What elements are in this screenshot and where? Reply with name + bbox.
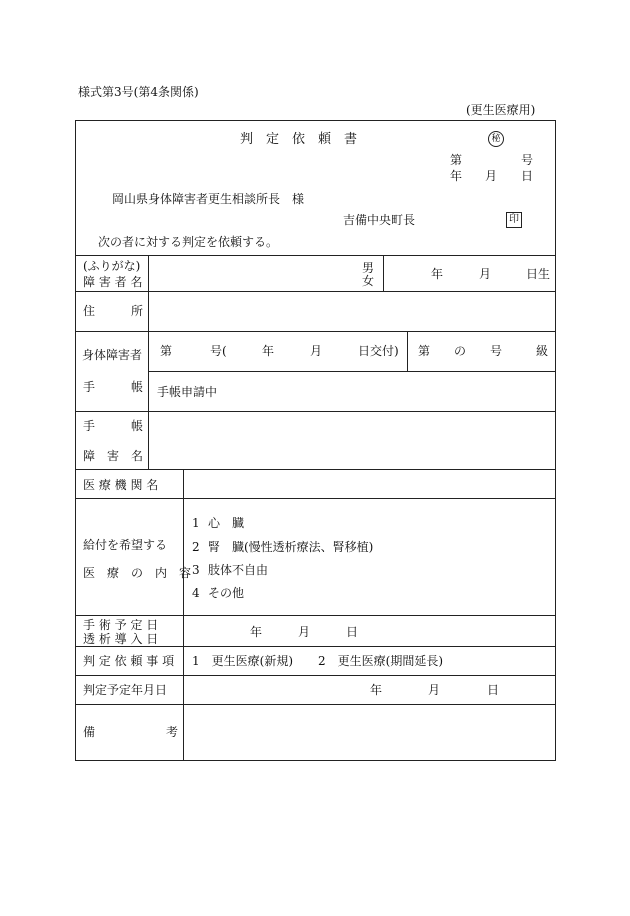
techo-status: 手帳申請中 — [157, 385, 218, 399]
benefit-item-1: 心 臓 — [208, 516, 245, 530]
benefit-item-2: 腎 臓(慢性透析療法、腎移植) — [208, 540, 374, 554]
judgment-year: 年 — [370, 683, 383, 697]
judgment-day: 日 — [487, 683, 500, 697]
techo-label-1: 身体障害者 — [82, 348, 143, 362]
birth-month: 月 — [479, 267, 492, 281]
doc-number-suffix: 号 — [521, 153, 534, 167]
surgery-month: 月 — [298, 625, 311, 639]
doc-date-year: 年 — [450, 169, 463, 183]
name-label: 障 害 者 名 — [83, 275, 143, 289]
medical-institution-label: 医 療 機 関 名 — [83, 478, 159, 492]
techo-label-3: 帳 — [131, 380, 144, 394]
techo-month: 月 — [310, 344, 323, 358]
techo-label-2: 手 — [83, 380, 96, 394]
seal-mark: 印 — [506, 212, 522, 228]
benefit-item-no-4: 4 — [192, 586, 200, 600]
form-title: 判 定 依 頼 書 — [240, 132, 358, 147]
doc-number-prefix: 第 — [450, 153, 463, 167]
surgery-day: 日 — [346, 625, 359, 639]
form-number: 様式第3号(第4条関係) — [78, 85, 199, 99]
confidential-mark: 秘 — [488, 131, 504, 147]
form-usage: (更生医療用) — [466, 103, 536, 117]
judgment-month: 月 — [428, 683, 441, 697]
remarks-label-1: 備 — [83, 725, 96, 739]
request-items-label: 判 定 依 頼 事 項 — [83, 654, 175, 668]
surgery-label-1: 手 術 予 定 日 — [83, 618, 159, 632]
request-option-2: 2 更生医療(期間延長) — [318, 654, 443, 668]
remarks-label-2: 考 — [166, 725, 179, 739]
request-option-1: 1 更生医療(新規) — [192, 654, 293, 668]
benefit-item-no-3: 3 — [192, 563, 200, 577]
benefit-item-no-2: 2 — [192, 540, 200, 554]
disability-label-1: 手 — [83, 419, 96, 433]
birth-day: 日生 — [526, 267, 551, 281]
address-label-1: 住 — [83, 304, 96, 318]
surgery-label-2: 透 析 導 入 日 — [83, 632, 159, 646]
request-text: 次の者に対する判定を依頼する。 — [98, 235, 279, 249]
grade-gou: 号 — [490, 344, 503, 358]
benefit-item-4: その他 — [208, 586, 245, 600]
address-label-2: 所 — [131, 304, 144, 318]
techo-gou: 号( — [210, 344, 227, 358]
sender: 吉備中央町長 — [343, 213, 416, 227]
disability-label-3: 障 害 名 — [83, 449, 144, 463]
grade-kyu: 級 — [536, 344, 549, 358]
surgery-year: 年 — [250, 625, 263, 639]
techo-year: 年 — [262, 344, 275, 358]
benefit-label-1: 給付を希望する — [83, 538, 168, 552]
birth-year: 年 — [431, 267, 444, 281]
grade-no: の — [454, 344, 467, 358]
doc-date-month: 月 — [485, 169, 498, 183]
benefit-item-3: 肢体不自由 — [208, 563, 269, 577]
techo-dai: 第 — [160, 344, 173, 358]
grade-dai: 第 — [418, 344, 431, 358]
techo-issued: 日交付) — [358, 344, 399, 358]
benefit-item-no-1: 1 — [192, 516, 200, 530]
doc-date-day: 日 — [521, 169, 534, 183]
male-label: 男 — [362, 261, 375, 275]
furigana-label: (ふりがな) — [83, 259, 141, 273]
benefit-label-2: 医 療 の 内 容 — [83, 566, 192, 580]
addressee: 岡山県身体障害者更生相談所長 様 — [112, 192, 305, 206]
disability-label-2: 帳 — [131, 419, 144, 433]
judgment-date-label: 判定予定年月日 — [83, 683, 168, 697]
female-label: 女 — [362, 274, 375, 288]
